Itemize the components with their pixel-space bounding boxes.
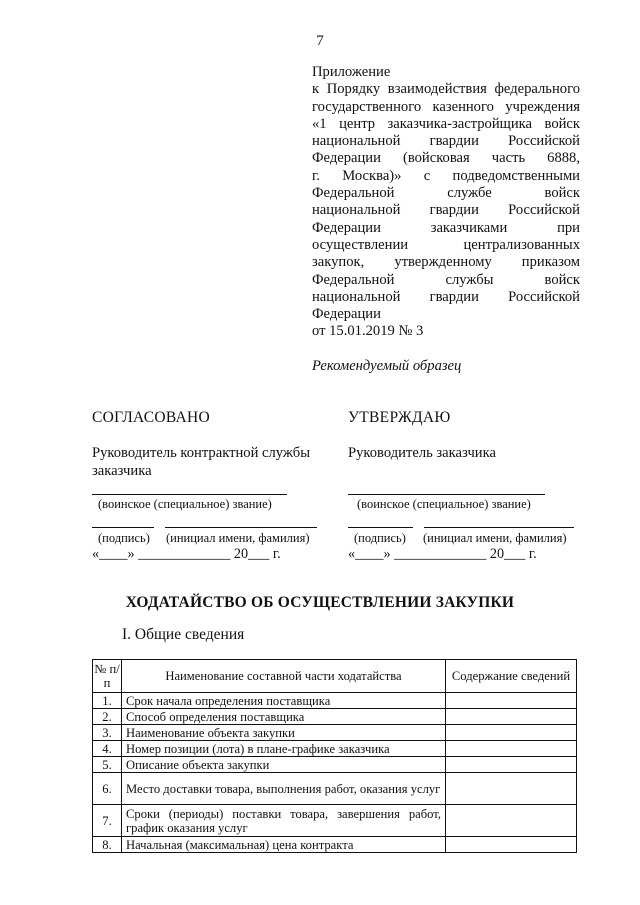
row-name: Сроки (периоды) поставки товара, завершения работ, график оказания услуг — [122, 805, 446, 837]
header-num: № п/п — [93, 660, 122, 693]
row-number: 7. — [93, 805, 122, 837]
appendix-line: закупок, утвержденному приказом — [312, 254, 580, 271]
row-number: 6. — [93, 773, 122, 805]
row-content-cell[interactable] — [446, 757, 577, 773]
row-name: Номер позиции (лота) в плане-графике заказчика — [122, 741, 446, 757]
approve-position: Руководитель заказчика — [348, 445, 496, 461]
approve-title: УТВЕРЖДАЮ — [348, 409, 451, 426]
row-content-cell[interactable] — [446, 693, 577, 709]
agreed-name-line — [165, 527, 317, 528]
general-info-table — [92, 659, 577, 853]
agreed-position-line1: Руководитель контрактной службы — [92, 445, 311, 461]
agreed-rank-caption: (воинское (специальное) звание) — [98, 497, 272, 511]
row-number: 4. — [93, 741, 122, 757]
table-row — [93, 757, 577, 773]
row-content-cell[interactable] — [446, 741, 577, 757]
appendix-line: национальной гвардии Российской — [312, 288, 580, 305]
appendix-line: Федеральной службы войск — [312, 271, 580, 288]
row-name: Описание объекта закупки — [122, 757, 446, 773]
page-number: 7 — [316, 33, 324, 49]
appendix-lines — [312, 81, 580, 323]
approve-date: «____» _____________ 20___ г. — [348, 546, 537, 562]
row-name: Наименование объекта закупки — [122, 725, 446, 741]
table-row — [93, 773, 577, 805]
document-title: ХОДАТАЙСТВО ОБ ОСУЩЕСТВЛЕНИИ ЗАКУПКИ — [125, 594, 515, 611]
row-content-cell[interactable] — [446, 773, 577, 805]
table-row — [93, 741, 577, 757]
appendix-line: Федерации — [312, 306, 381, 323]
appendix-line: г. Москва)» с подведомственными — [312, 167, 580, 184]
appendix-line: государственного казенного учреждения — [312, 98, 580, 115]
table-body — [93, 693, 577, 853]
appendix-line: Федерации заказчиками при — [312, 219, 580, 236]
approve-rank-caption: (воинское (специальное) звание) — [357, 497, 531, 511]
approve-name-line — [424, 527, 574, 528]
appendix-heading: Приложение — [312, 64, 391, 80]
agreed-position-line2: заказчика — [92, 463, 152, 479]
row-content-cell[interactable] — [446, 837, 577, 853]
appendix-line: Федерации (войсковая часть 6888, — [312, 150, 580, 167]
agreed-rank-line — [92, 494, 287, 495]
appendix-line: осуществлении централизованных — [312, 236, 580, 253]
row-name: Способ определения поставщика — [122, 709, 446, 725]
approve-signature-line — [348, 527, 413, 528]
table-row — [93, 725, 577, 741]
row-number: 1. — [93, 693, 122, 709]
appendix-line: национальной гвардии Российской — [312, 202, 580, 219]
appendix-line: Федеральной службе войск — [312, 185, 580, 202]
table-row — [93, 709, 577, 725]
agreed-title: СОГЛАСОВАНО — [92, 409, 211, 426]
header-content: Содержание сведений — [446, 660, 577, 693]
row-number: 3. — [93, 725, 122, 741]
appendix-line: «1 центр заказчика-застройщика войск — [312, 115, 580, 132]
table-row — [93, 693, 577, 709]
appendix-block — [312, 64, 580, 341]
table-row — [93, 805, 577, 837]
approve-name-caption: (инициал имени, фамилия) — [423, 531, 567, 545]
table-header-row — [93, 660, 577, 693]
row-name: Срок начала определения поставщика — [122, 693, 446, 709]
appendix-line: национальной гвардии Российской — [312, 133, 580, 150]
row-content-cell[interactable] — [446, 805, 577, 837]
row-number: 5. — [93, 757, 122, 773]
approve-rank-line — [348, 494, 545, 495]
row-number: 2. — [93, 709, 122, 725]
approve-signature-caption: (подпись) — [354, 531, 406, 545]
agreed-name-caption: (инициал имени, фамилия) — [166, 531, 310, 545]
appendix-date: от 15.01.2019 № 3 — [312, 323, 424, 340]
agreed-position — [92, 444, 310, 480]
appendix-line: к Порядку взаимодействия федерального — [312, 81, 580, 98]
row-name: Начальная (максимальная) цена контракта — [122, 837, 446, 853]
header-name: Наименование составной части ходатайства — [122, 660, 446, 693]
row-name: Место доставки товара, выполнения работ, оказания услуг — [122, 773, 446, 805]
agreed-signature-caption: (подпись) — [98, 531, 150, 545]
row-number: 8. — [93, 837, 122, 853]
recommended-sample-label: Рекомендуемый образец — [312, 358, 462, 374]
row-content-cell[interactable] — [446, 709, 577, 725]
row-content-cell[interactable] — [446, 725, 577, 741]
table-row — [93, 837, 577, 853]
agreed-date: «____» _____________ 20___ г. — [92, 546, 281, 562]
section-title: I. Общие сведения — [122, 626, 245, 643]
agreed-signature-line — [92, 527, 154, 528]
